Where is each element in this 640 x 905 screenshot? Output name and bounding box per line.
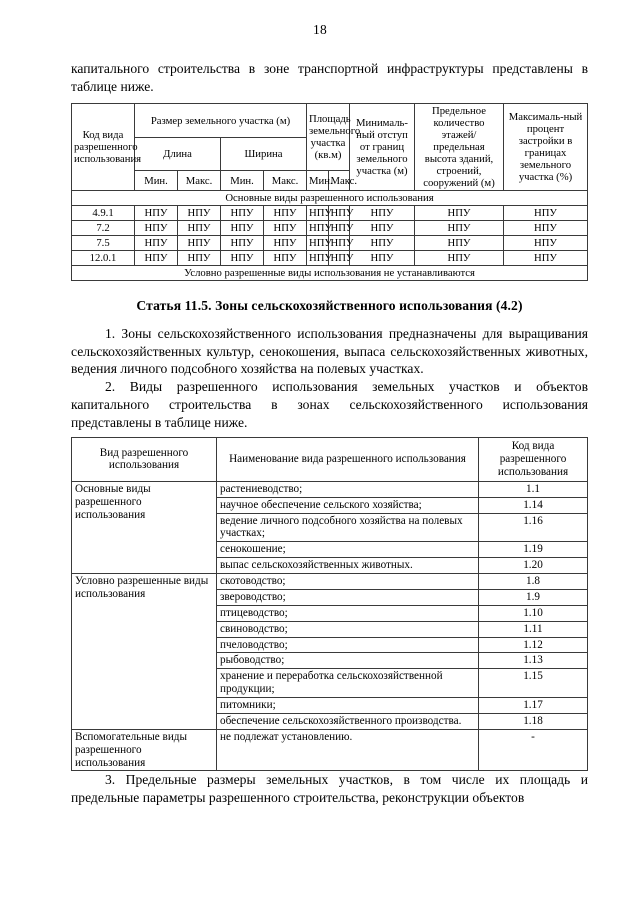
- table-row: [72, 251, 588, 266]
- table1-body: [72, 191, 588, 281]
- cell: НПУ: [307, 206, 329, 221]
- article-title: Статья 11.5. Зоны сельскохозяйственного использования (4.2): [136, 298, 523, 314]
- page-content: [0, 38, 640, 807]
- header-width-max: Макс.: [264, 171, 307, 191]
- use-code: 1.9: [479, 589, 588, 605]
- use-code: -: [479, 729, 588, 771]
- table1-header-row-1: [72, 104, 588, 138]
- cell: НПУ: [415, 251, 504, 266]
- header-area-min: Мин.: [307, 171, 329, 191]
- header-use-name: Наименование вида разрешенного использования: [217, 438, 479, 482]
- article-item-3: 3. Предельные размеры земельных участков, в том числе их площадь и предельные параметры разрешенного строительства, реконструкции объектов: [71, 772, 588, 806]
- header-use-code: Код вида разрешенного использования: [479, 438, 588, 482]
- cell: НПУ: [135, 251, 178, 266]
- cell: НПУ: [415, 236, 504, 251]
- table1-section-conditional-row: [72, 266, 588, 281]
- cell: НПУ: [135, 206, 178, 221]
- cell: НПУ: [264, 206, 307, 221]
- cell: НПУ: [221, 221, 264, 236]
- table-row: [72, 574, 588, 590]
- cell: НПУ: [178, 251, 221, 266]
- use-code: 1.11: [479, 621, 588, 637]
- cell: НПУ: [221, 251, 264, 266]
- permitted-use-table-wrapper: [71, 437, 588, 771]
- row-code: 7.2: [72, 221, 135, 236]
- row-code: 7.5: [72, 236, 135, 251]
- cell: НПУ: [264, 221, 307, 236]
- cell: НПУ: [504, 251, 588, 266]
- section-main-label: Основные виды разрешенного использования: [72, 191, 588, 206]
- cell: НПУ: [135, 236, 178, 251]
- use-code: 1.16: [479, 513, 588, 542]
- group-label-conditional: Условно разрешенные виды использования: [72, 574, 217, 730]
- table2-header-row: [72, 438, 588, 482]
- use-name: птицеводство;: [217, 605, 479, 621]
- use-code: 1.18: [479, 713, 588, 729]
- header-length-min: Мин.: [135, 171, 178, 191]
- cell: НПУ: [221, 236, 264, 251]
- group-label-auxiliary: Вспомогательные виды разрешенного использования: [72, 729, 217, 771]
- use-name: хранение и переработка сельскохозяйственной продукции;: [217, 669, 479, 698]
- cell: НПУ: [328, 251, 350, 266]
- cell: НПУ: [307, 236, 329, 251]
- use-name: обеспечение сельскохозяйственного производства.: [217, 713, 479, 729]
- use-code: 1.12: [479, 637, 588, 653]
- header-code: Код вида разрешенного использования: [72, 104, 135, 191]
- use-name: рыбоводство;: [217, 653, 479, 669]
- table-row: [72, 221, 588, 236]
- cell: НПУ: [328, 236, 350, 251]
- permitted-use-table: [71, 437, 588, 771]
- use-name: сенокошение;: [217, 542, 479, 558]
- cell: НПУ: [135, 221, 178, 236]
- table1-head: [72, 104, 588, 191]
- header-use-kind: Вид разрешенного использования: [72, 438, 217, 482]
- table-row: [72, 236, 588, 251]
- land-parameters-table: [71, 103, 588, 281]
- use-code: 1.1: [479, 481, 588, 497]
- cell: НПУ: [350, 236, 415, 251]
- use-name: не подлежат установлению.: [217, 729, 479, 771]
- cell: НПУ: [328, 206, 350, 221]
- cell: НПУ: [415, 221, 504, 236]
- use-code: 1.20: [479, 558, 588, 574]
- row-code: 4.9.1: [72, 206, 135, 221]
- header-length-max: Макс.: [178, 171, 221, 191]
- use-name: свиноводство;: [217, 621, 479, 637]
- cell: НПУ: [504, 206, 588, 221]
- cell: НПУ: [350, 221, 415, 236]
- use-name: питомники;: [217, 698, 479, 714]
- cell: НПУ: [307, 221, 329, 236]
- use-name: растениеводство;: [217, 481, 479, 497]
- cell: НПУ: [221, 206, 264, 221]
- header-width: Ширина: [221, 137, 307, 171]
- header-floors: Предельное количество этажей/ предельная высота зданий, строений, сооружений (м): [415, 104, 504, 191]
- use-name: скотоводство;: [217, 574, 479, 590]
- table-row: [72, 481, 588, 497]
- use-code: 1.17: [479, 698, 588, 714]
- use-code: 1.14: [479, 497, 588, 513]
- use-name: звероводство;: [217, 589, 479, 605]
- page-number: 18: [313, 22, 327, 37]
- header-size: Размер земельного участка (м): [135, 104, 307, 138]
- table-row: [72, 729, 588, 771]
- cell: НПУ: [504, 236, 588, 251]
- header-area: Площадь земельного участка (кв.м): [307, 104, 350, 171]
- table2-head: [72, 438, 588, 482]
- use-code: 1.8: [479, 574, 588, 590]
- use-name: пчеловодство;: [217, 637, 479, 653]
- cell: НПУ: [264, 236, 307, 251]
- land-parameters-table-wrapper: [71, 103, 588, 281]
- cell: НПУ: [178, 221, 221, 236]
- cell: НПУ: [328, 221, 350, 236]
- use-name: ведение личного подсобного хозяйства на полевых участках;: [217, 513, 479, 542]
- row-code: 12.0.1: [72, 251, 135, 266]
- cell: НПУ: [415, 206, 504, 221]
- cell: НПУ: [307, 251, 329, 266]
- use-code: 1.10: [479, 605, 588, 621]
- intro-paragraph: капитального строительства в зоне транспортной инфраструктуры представлены в таблице ниже.: [71, 61, 588, 94]
- cell: НПУ: [350, 206, 415, 221]
- table-row: [72, 206, 588, 221]
- use-name: научное обеспечение сельского хозяйства;: [217, 497, 479, 513]
- cell: НПУ: [264, 251, 307, 266]
- header-length: Длина: [135, 137, 221, 171]
- header-area-max: Макс.: [328, 171, 350, 191]
- cell: НПУ: [504, 221, 588, 236]
- header-width-min: Мин.: [221, 171, 264, 191]
- header-setback: Минималь-ный отступ от границ земельного участка (м): [350, 104, 415, 191]
- use-code: 1.13: [479, 653, 588, 669]
- cell: НПУ: [350, 251, 415, 266]
- use-name: выпас сельскохозяйственных животных.: [217, 558, 479, 574]
- table1-section-main-row: [72, 191, 588, 206]
- table2-body: [72, 481, 588, 771]
- use-code: 1.15: [479, 669, 588, 698]
- article-item-2: 2. Виды разрешенного использования земельных участков и объектов капитального строительства в зонах сельскохозяйственного использования представлены в таблице ниже.: [71, 379, 588, 430]
- header-coverage: Максималь-ный процент застройки в границах земельного участка (%): [504, 104, 588, 191]
- use-code: 1.19: [479, 542, 588, 558]
- group-label-main: Основные виды разрешенного использования: [72, 481, 217, 573]
- article-item-1: 1. Зоны сельскохозяйственного использования предназначены для выращивания сельскохозяйственных культур, сенокошения, выпаса сельскохозяйственных животных, ведения личного подсобного хозяйства на полевых участках.: [71, 326, 588, 377]
- section-conditional-label: Условно разрешенные виды использования не устанавливаются: [72, 266, 588, 281]
- cell: НПУ: [178, 236, 221, 251]
- cell: НПУ: [178, 206, 221, 221]
